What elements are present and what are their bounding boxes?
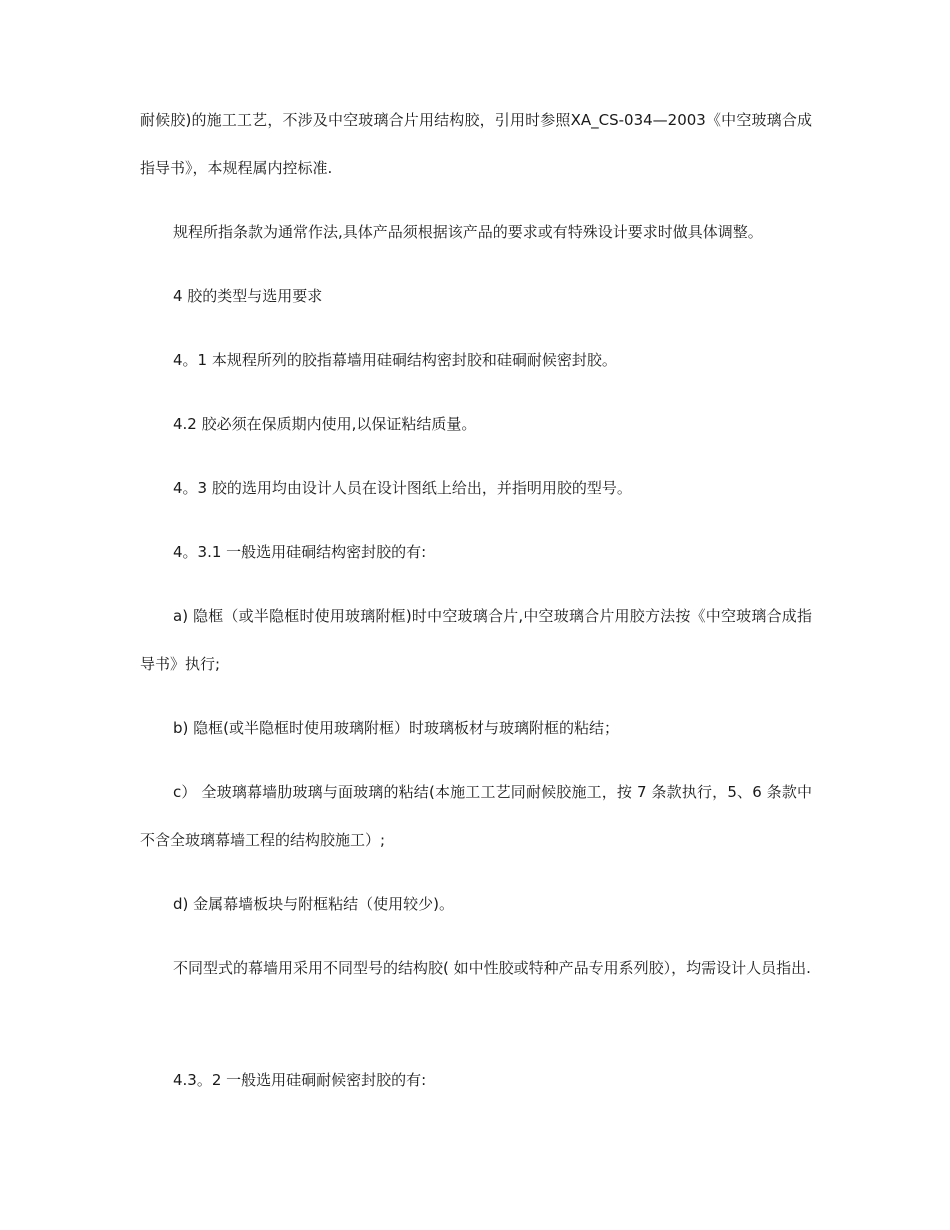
paragraph-scope: 耐候胶)的施工工艺，不涉及中空玻璃合片用结构胶，引用时参照XA_CS-034—2003《中空玻璃合成指导书》，本规程属内控标准. [140,111,812,177]
clause-4-3-1: 4。3.1 一般选用硅硐结构密封胶的有: [173,543,427,561]
clause-4-2: 4.2 胶必须在保质期内使用,以保证粘结质量。 [173,415,477,433]
clause-4-3-2: 4.3。2 一般选用硅硐耐候密封胶的有: [173,1071,427,1089]
list-item-c: c） 全玻璃幕墙肋玻璃与面玻璃的粘结(本施工工艺同耐候胶施工，按 7 条款执行，5、6 条款中不含全玻璃幕墙工程的结构胶施工）; [140,783,812,849]
section-heading-4: 4 胶的类型与选用要求 [173,287,323,305]
clause-4-3: 4。3 胶的选用均由设计人员在设计图纸上给出，并指明用胶的型号。 [173,479,632,497]
list-item-d: d) 金属幕墙板块与附框粘结（使用较少)。 [173,895,454,913]
clause-4-1: 4。1 本规程所列的胶指幕墙用硅硐结构密封胶和硅硐耐候密封胶。 [173,351,617,369]
list-item-a: a) 隐框（或半隐框时使用玻璃附框)时中空玻璃合片,中空玻璃合片用胶方法按《中空玻璃合成指导书》执行; [140,607,812,673]
list-item-b: b) 隐框(或半隐框时使用玻璃附框）时玻璃板材与玻璃附框的粘结； [173,719,619,737]
paragraph-general-note: 规程所指条款为通常作法,具体产品须根据该产品的要求或有特殊设计要求时做具体调整。 [173,223,763,241]
paragraph-sealant-types: 不同型式的幕墙用采用不同型号的结构胶( 如中性胶或特种产品专用系列胶），均需设计人员指出. [173,959,811,977]
